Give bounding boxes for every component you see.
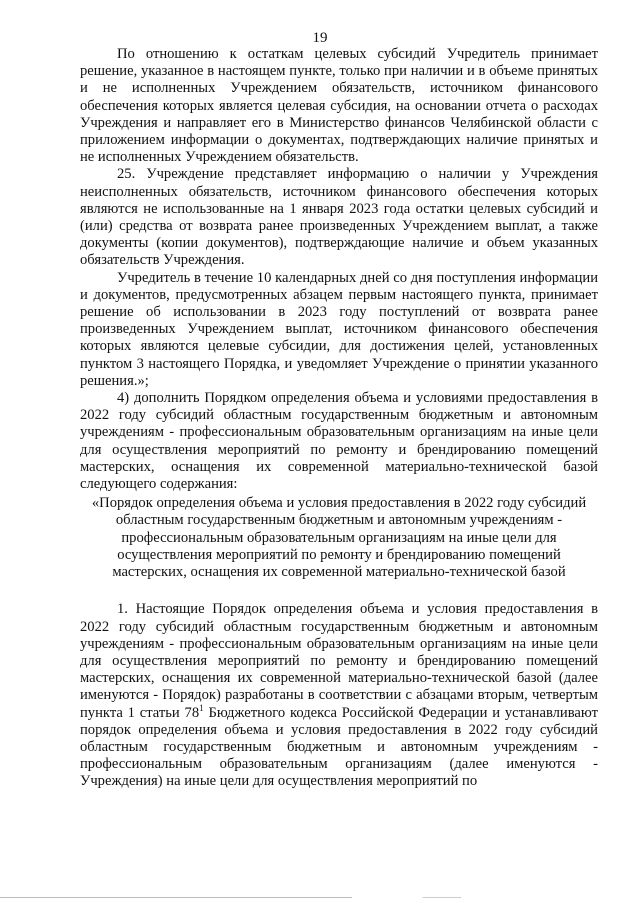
paragraph-founder-decision: Учредитель в течение 10 календарных дней со дня поступления информации и документов, предусмотренных абзацем первым настоящего пункта, принимает решение об использовании в 2023 году поступлений от возврата ранее произведенных Учреждением выплат, источником финансового обеспечения которых являются целевые субсидии, для достижения целей, установленных пунктом 3 настоящего Порядка, и уведомляет Учреждение о принятии указанного решения.»;: [80, 269, 598, 389]
article-superscript: 1: [199, 702, 204, 713]
paragraph-residual-subsidies: По отношению к остаткам целевых субсидий Учредитель принимает решение, указанное в настоящем пункте, только при наличии и в объеме принятых и не исполненных Учреждением обязательств, источником финансового обеспечения которых является целевая субсидия, на основании отчета о расходах Учреждения и направляет его в Министерство финансов Челябинской области с приложением информации о документах, подтверждающих наличие принятых и не исполненных Учреждением обязательств.: [80, 46, 598, 166]
paragraph-item-1: [80, 601, 598, 790]
document-body: [80, 46, 598, 791]
page-number: 19: [312, 30, 328, 46]
scan-edge-line: [0, 897, 640, 898]
procedure-title: «Порядок определения объема и условия предоставления в 2022 году субсидий областным государственным бюджетным и автономным учреждениям - профессиональным образовательным организациям на иные цели для осуществления мероприятий по ремонту и брендированию помещений мастерских, оснащения их современной материально-технической базой: [91, 495, 587, 581]
paragraph-item-25: 25. Учреждение представляет информацию о наличии у Учреждения неисполненных обязательств, источником финансового обеспечения которых являются не использованные на 1 января 2023 года остатки целевых субсидий и (или) средства от возврата ранее произведенных Учреждением выплат, а также документы (копии документов), подтверждающие наличие и объем указанных обязательств Учреждения.: [80, 166, 598, 269]
paragraph-item-1-text-start: 1. Настоящие Порядок определения объема и условия предоставления в 2022 году субсидий областным государственным бюджетным и автономным учреждениям - профессиональным образовательным организациям на иные цели для осуществления мероприятий по ремонту и брендированию помещений мастерских, оснащения их современной материально-технической базой (далее именуются - Порядок) разработаны в соответствии с абзацами вторым, четвертым пункта 1 статьи 78: [80, 601, 598, 721]
paragraph-item-1-text-end: Бюджетного кодекса Российской Федерации и устанавливают порядок определения объема и условия предоставления в 2022 году субсидий областным государственным бюджетным и автономным учреждениям - профессиональным образовательным организациям (далее именуются - Учреждения) на иные цели для осуществления мероприятий по: [80, 704, 598, 790]
paragraph-item-4-amendment: 4) дополнить Порядком определения объема и условиями предоставления в 2022 году субсидий областным государственным бюджетным и автономным учреждениям - профессиональным образовательным организациям на иные цели для осуществления мероприятий по ремонту и брендированию помещений мастерских, оснащения их современной материально-технической базой следующего содержания:: [80, 390, 598, 493]
